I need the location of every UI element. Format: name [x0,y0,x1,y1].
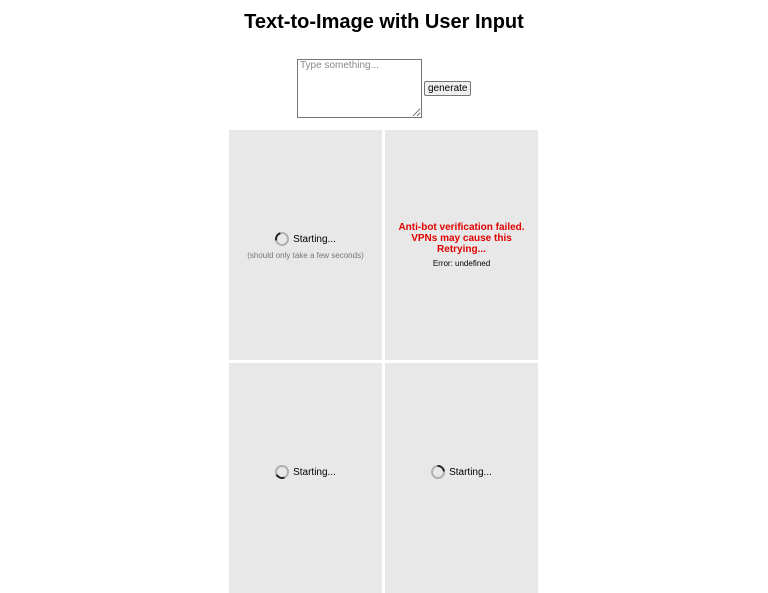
status-text: Starting... [293,233,336,245]
error-line: VPNs may cause this [411,233,512,244]
image-cell-2 [385,130,538,360]
loading-status [229,232,382,246]
image-cell-1 [229,130,382,360]
status-hint: (should only take a few seconds) [247,251,364,260]
spinner-icon [273,463,291,481]
spinner-icon [428,462,448,482]
prompt-input[interactable] [297,59,422,118]
page-title: Text-to-Image with User Input [244,11,524,33]
image-grid [229,130,539,490]
status-text: Starting... [293,466,336,478]
error-line: Retrying... [437,244,486,255]
spinner-icon [273,229,292,248]
image-cell-3 [229,363,382,593]
error-message [385,222,538,255]
error-line: Anti-bot verification failed. [398,222,525,233]
loading-status [229,465,382,479]
image-cell-4 [385,363,538,593]
error-detail: Error: undefined [432,259,491,268]
status-text: Starting... [449,466,492,478]
loading-status [385,465,538,479]
generate-button[interactable]: generate [424,81,471,96]
